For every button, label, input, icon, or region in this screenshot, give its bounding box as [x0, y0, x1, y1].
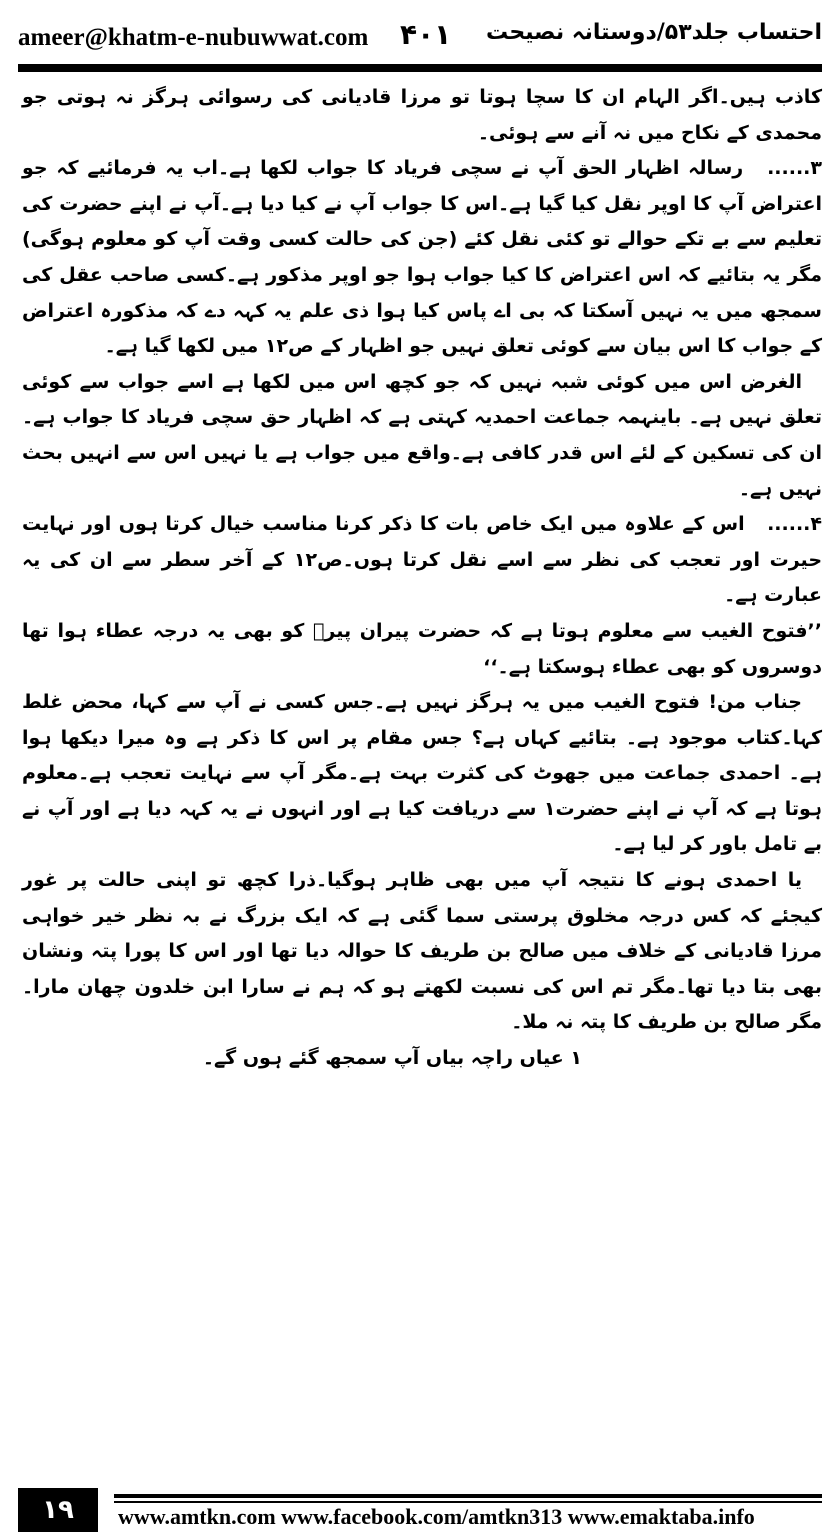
header-title: احتساب جلد۵۳/دوستانہ نصیحت — [486, 20, 822, 45]
paragraph-1: کاذب ہیں۔اگر الہام ان کا سچا ہوتا تو مرزا قادیانی کی رسوائی ہرگز نہ ہوتی جو محمدی کے نکاح میں نہ آنے سے ہوئی۔ — [22, 86, 822, 144]
page-header — [18, 14, 822, 60]
item-number-3: ۳...... — [767, 157, 822, 180]
page-footer — [18, 1488, 822, 1534]
header-rule — [18, 64, 822, 72]
item-number-4: ۴...... — [767, 513, 822, 536]
body-text — [22, 80, 822, 1077]
footer-rule-thin — [114, 1501, 822, 1503]
footer-rule-thick — [114, 1494, 822, 1498]
header-page-number: ۴۰۱ — [400, 18, 452, 51]
paragraph-4 — [22, 507, 822, 614]
paragraph-3: الغرض اس میں کوئی شبہ نہیں کہ جو کچھ اس میں لکھا ہے اسے جواب سے کوئی تعلق نہیں ہے۔ باینہمہ جماعت احمدیہ کہتی ہے کہ اظہار حق سچی فریاد کا جواب ہے۔ ان کی تسکین کے لئے اس قدر کافی ہے۔واقع میں جواب ہے یا نہیں اس سے انہیں بحث نہیں ہے۔ — [22, 370, 822, 500]
footer-page-number: ۱۹ — [18, 1488, 98, 1532]
header-email[interactable]: ameer@khatm-e-nubuwwat.com — [18, 24, 369, 51]
paragraph-2-text: رسالہ اظہار الحق آپ نے سچی فریاد کا جواب لکھا ہے۔اب یہ فرمائیے کہ جو اعتراض آپ کا اوپر نقل کیا گیا ہے۔اس کا جواب آپ نے کیا دیا ہے۔آپ نے اپنے حضرت کی تعلیم سے بے تکے حوالے تو کئی نقل کئے (جن کی حالت کسی وقت آپ کو معلوم ہوگی) مگر یہ بتائیے کہ اس اعتراض کا کیا جواب ہوا جو اوپر مذکور ہے۔کسی صاحب عقل کی سمجھ میں یہ نہیں آسکتا کہ بی اے پاس کیا ہوا ذی علم یہ کہہ دے کہ مذکورہ اعتراض کے جواب کا اس بیان سے کوئی تعلق نہیں جو اظہار کے ص۱۲ میں لکھا گیا ہے۔ — [22, 157, 822, 358]
paragraph-5: جناب من! فتوح الغیب میں یہ ہرگز نہیں ہے۔جس کسی نے آپ سے کہا، محض غلط کہا۔کتاب موجود ہے۔ بتائیے کہاں ہے؟ جس مقام پر اس کا ذکر ہے وہ میرا دیکھا ہوا ہے۔ احمدی جماعت میں جھوٹ کی کثرت بہت ہے۔مگر آپ سے نہایت تعجب ہے۔معلوم ہوتا ہے کہ آپ نے اپنے حضرت۱ سے دریافت کیا ہے اور انہوں نے یہ کہہ دیا ہے اور آپ نے بے تامل باور کر لیا ہے۔ — [22, 691, 823, 856]
paragraph-6: یا احمدی ہونے کا نتیجہ آپ میں بھی ظاہر ہوگیا۔ذرا کچھ تو اپنی حالت پر غور کیجئے کہ کس درجہ مخلوق پرستی سما گئی ہے کہ ایک بزرگ نے بہ نظر خیر خواہی مرزا قادیانی کے خلاف میں صالح بن طریف کا حوالہ دیا تھا اور اس کا پورا پتہ ونشان بھی بتا دیا تھا۔مگر تم اس کی نسبت لکھتے ہو کہ ہم نے سارا ابن خلدون چھان مارا۔مگر صالح بن طریف کا پتہ نہ ملا۔ — [22, 869, 822, 1034]
footer-urls[interactable]: www.amtkn.com www.facebook.com/amtkn313 www.emaktaba.info — [118, 1504, 755, 1529]
footnote: ۱ عیاں راچہ بیاں آپ سمجھ گئے ہوں گے۔ — [202, 1047, 582, 1070]
paragraph-4-text: اس کے علاوہ میں ایک خاص بات کا ذکر کرنا مناسب خیال کرتا ہوں اور نہایت حیرت اور تعجب کی نظر سے اسے نقل کرتا ہوں۔ص۱۲ کے آخر سطر سے ان کی یہ عبارت ہے۔ — [22, 513, 823, 607]
quotation: ’’فتوح الغیب سے معلوم ہوتا ہے کہ حضرت پیران پیرؒ کو بھی یہ درجہ عطاء ہوا تھا دوسروں کو بھی عطاء ہوسکتا ہے۔‘‘ — [22, 619, 822, 678]
paragraph-2 — [22, 151, 822, 365]
